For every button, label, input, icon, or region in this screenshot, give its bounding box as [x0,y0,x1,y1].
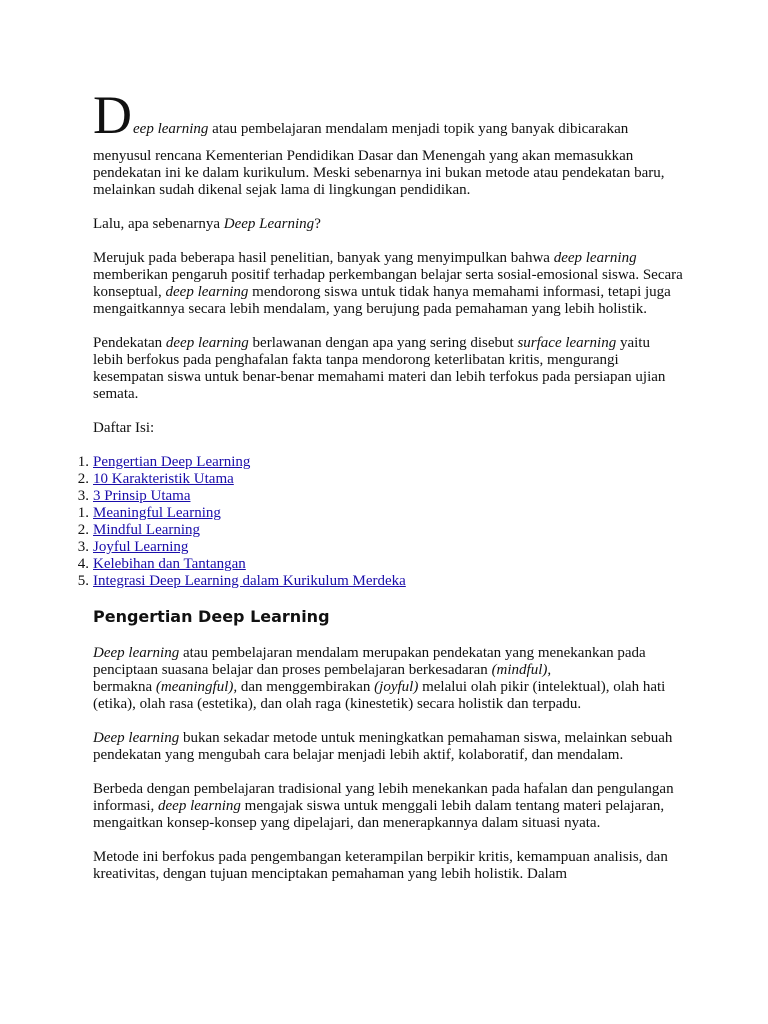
toc-link-karakteristik[interactable]: 10 Karakteristik Utama [93,471,234,487]
para1-pre: Merujuk pada beberapa hasil penelitian, banyak yang menyimpulkan bahwa [93,250,554,266]
toc-item [77,556,683,573]
toc-link-prinsip[interactable]: 3 Prinsip Utama [93,488,191,504]
toc-item [77,488,683,505]
toc-link-pengertian[interactable]: Pengertian Deep Learning [93,454,251,470]
p3-post: mengajak siswa untuk menggali lebih dalam tentang materi pelajaran, mengaitkan konsep-konsep yang dipelajari, dan menerapkannya dalam situasi nyata. [93,798,665,831]
research-paragraph [93,250,683,318]
section-heading: Pengertian Deep Learning [93,607,330,626]
approach-paragraph [93,730,683,764]
toc-link-mindful[interactable]: Mindful Learning [93,522,201,538]
p1-em4: (joyful) [374,679,419,695]
p1-b: bermakna [93,679,156,695]
p2-em: Deep learning [93,730,180,746]
para2-mid: berlawanan dengan apa yang sering disebut [248,335,518,351]
definition-paragraph [93,645,683,713]
document-content [77,85,683,900]
para1-em1: deep learning [553,250,637,266]
para2-em2: surface learning [517,335,617,351]
para2-post: yaitu lebih berfokus pada penghafalan fakta tanpa mendorong keterlibatan kritis, mengurangi kesempatan siswa untuk benar-benar memahami materi dan lebih terfokus pada persiapan ujian semata. [93,335,666,402]
toc-number: 1. [77,505,89,521]
contrast-paragraph [93,335,683,403]
para1-post: mendorong siswa untuk tidak hanya memahami informasi, tetapi juga mengaitkannya secara lebih mendalam, yang berujung pada pemahaman yang lebih holistik. [93,284,671,317]
p3-em: deep learning [158,798,241,814]
toc-link-kelebihan[interactable]: Kelebihan dan Tantangan [93,556,246,572]
toc-title: Daftar Isi: [93,420,155,436]
intro-first-line [93,85,683,145]
intro-paragraph [93,85,683,199]
question-em: Deep Learning [223,216,315,232]
toc-item [77,522,683,539]
question-paragraph [93,216,683,233]
question-pre: Lalu, apa sebenarnya [93,216,224,232]
p3-pre: Berbeda dengan pembelajaran tradisional yang lebih menekankan pada hafalan dan pengulangan informasi, [93,781,674,814]
toc-number: 4. [77,556,89,572]
p1-c: dan menggembirakan [237,679,375,695]
para2-pre: Pendekatan [93,335,166,351]
intro-rest-text: menyusul rencana Kementerian Pendidikan Dasar dan Menengah yang akan memasukkan pendekatan ini ke dalam kurikulum. Meski sebenarnya ini bukan metode atau pendekatan baru, melainkan sudah dikenal sejak lama di lingkungan pendidikan. [93,148,665,198]
toc-item [77,539,683,556]
question-post: ? [314,216,321,232]
toc-link-integrasi[interactable]: Integrasi Deep Learning dalam Kurikulum Merdeka [93,573,406,589]
toc-item [77,573,683,590]
toc-item [77,471,683,488]
drop-cap: D [93,85,132,145]
toc-number: 3. [77,539,89,555]
comparison-paragraph [93,781,683,832]
p1-em2: (mindful), [491,662,552,678]
toc-number: 1. [77,454,89,470]
p1-em1: Deep learning [93,645,180,661]
para1-mid: memberikan pengaruh positif terhadap perkembangan belajar serta sosial-emosional siswa. Secara konseptual, [93,267,683,300]
p1-a: atau pembelajaran mendalam merupakan pendekatan yang menekankan pada penciptaan suasana belajar dan proses pembelajaran berkesadaran [93,645,646,678]
toc-number: 5. [77,573,89,589]
p1-em3: (meaningful), [155,679,238,695]
toc-number: 2. [77,471,89,487]
toc-number: 3. [77,488,89,504]
toc-link-meaningful[interactable]: Meaningful Learning [93,505,221,521]
toc-link-joyful[interactable]: Joyful Learning [93,539,189,555]
p1-d: melalui olah pikir (intelektual), olah hati (etika), olah rasa (estetika), dan olah raga (kinestetik) secara holistik dan terpadu. [93,679,666,712]
p2-post: bukan sekadar metode untuk meningkatkan pemahaman siswa, melainkan sebuah pendekatan yang mengubah cara belajar menjadi lebih aktif, kolaboratif, dan mendalam. [93,730,673,763]
toc-item [77,505,683,522]
method-paragraph: Metode ini berfokus pada pengembangan keterampilan berpikir kritis, kemampuan analisis, dan kreativitas, dengan tujuan menciptakan pemahaman yang lebih holistik. Dalam [93,849,668,882]
intro-first-em: eep learning [133,121,209,137]
intro-first-rest: atau pembelajaran mendalam menjadi topik yang banyak dibicarakan [208,121,629,137]
table-of-contents [77,454,683,590]
para1-em2: deep learning [165,284,249,300]
toc-number: 2. [77,522,89,538]
para2-em1: deep learning [165,335,249,351]
toc-item [77,454,683,471]
